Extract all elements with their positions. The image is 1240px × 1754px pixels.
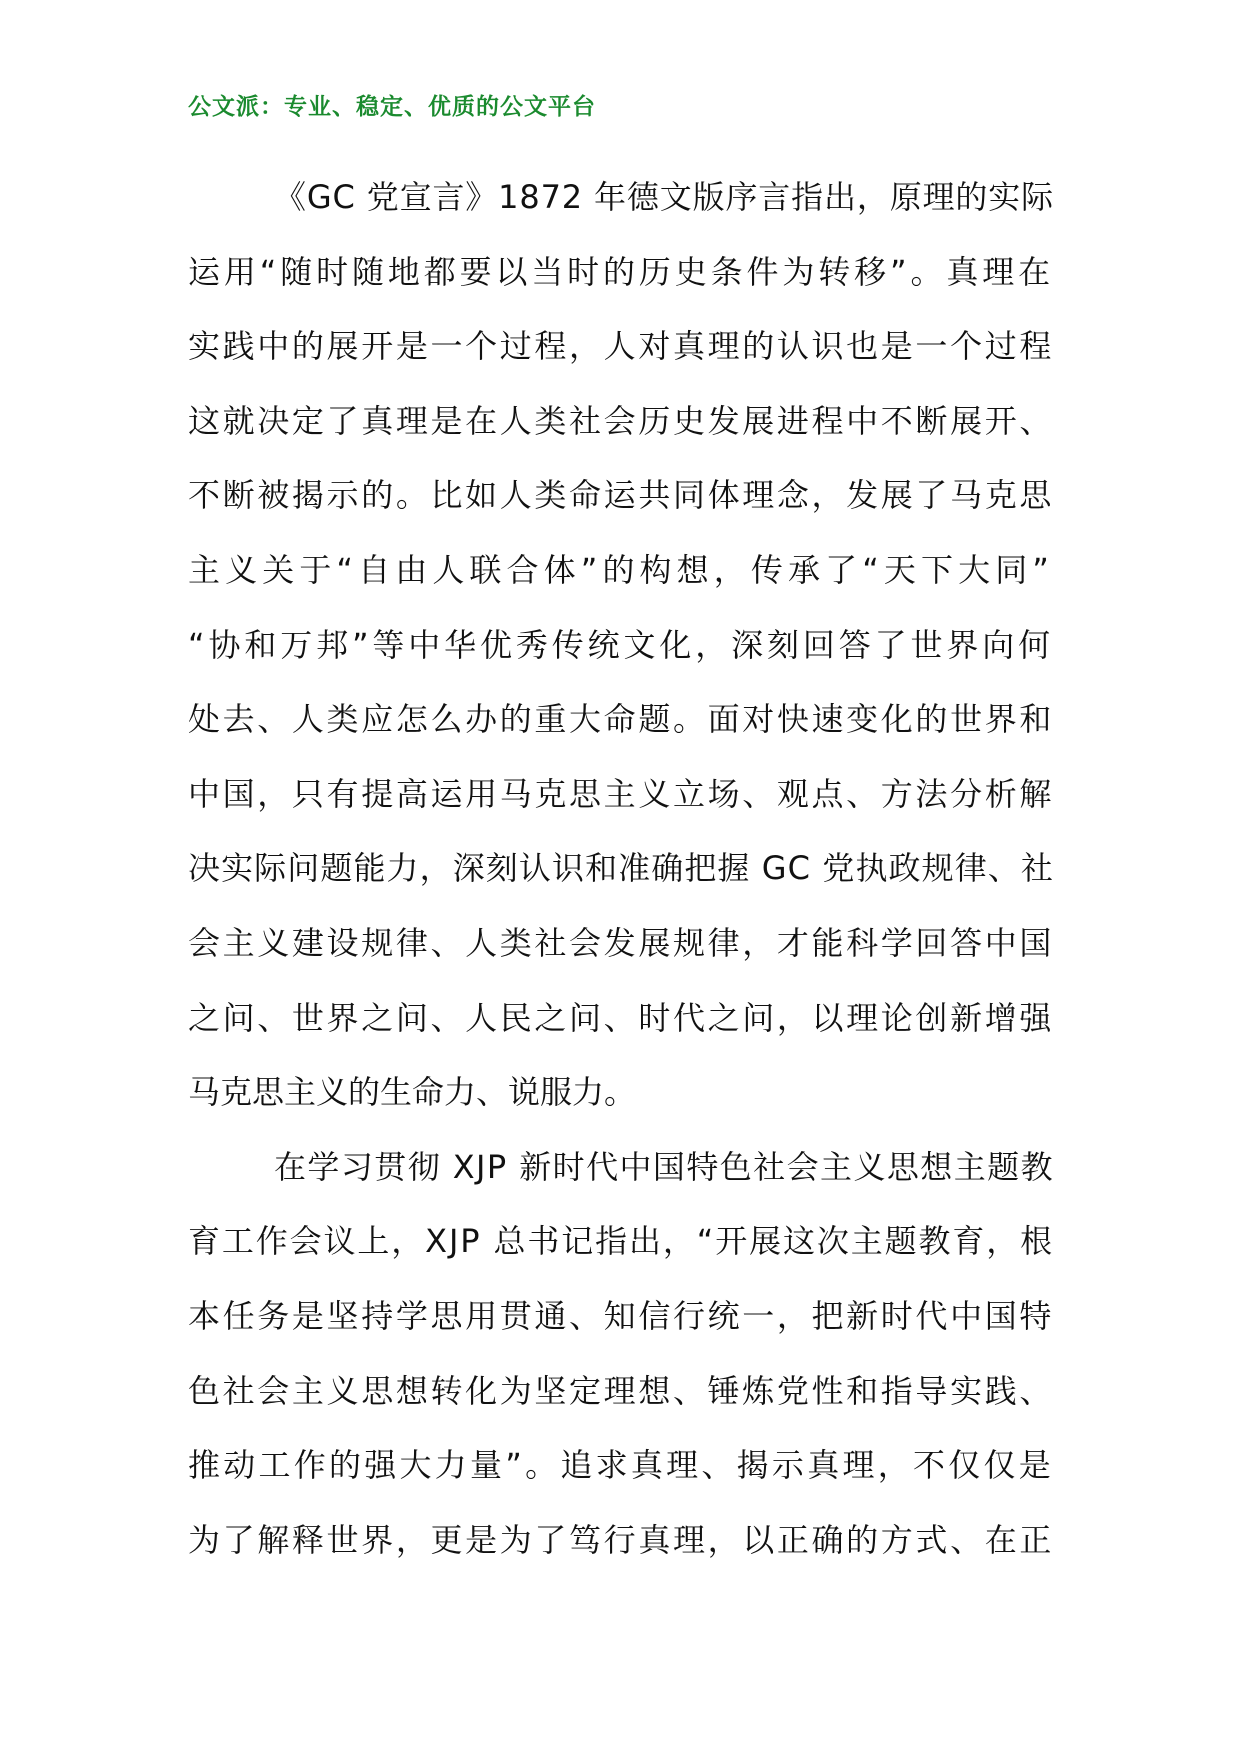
text-line: 处去、人类应怎么办的重大命题。面对快速变化的世界和 — [188, 700, 1054, 739]
text-line: 实践中的展开是一个过程，人对真理的认识也是一个过程 — [188, 327, 1054, 366]
text-line: 推动工作的强大力量”。追求真理、揭示真理，不仅仅是 — [188, 1446, 1054, 1485]
text-line: 育工作会议上，XJP 总书记指出，“开展这次主题教育，根 — [188, 1222, 1054, 1261]
text-line: 《GC 党宣言》1872 年德文版序言指出，原理的实际 — [274, 178, 1054, 216]
header-title: 公文派：专业、稳定、优质的公文平台 — [188, 94, 596, 120]
text-line: 这就决定了真理是在人类社会历史发展进程中不断展开、 — [188, 401, 1054, 440]
text-line: 决实际问题能力，深刻认识和准确把握 GC 党执政规律、社 — [188, 849, 1054, 888]
text-line: 不断被揭示的。比如人类命运共同体理念，发展了马克思 — [188, 476, 1054, 515]
text-line: 为了解释世界，更是为了笃行真理，以正确的方式、在正 — [188, 1520, 1054, 1559]
text-line: 主义关于“自由人联合体”的构想，传承了“天下大同” — [188, 550, 1054, 589]
text-line: “协和万邦”等中华优秀传统文化，深刻回答了世界向何 — [188, 625, 1054, 664]
text-line: 色社会主义思想转化为坚定理想、锤炼党性和指导实践、 — [188, 1371, 1054, 1410]
text-line: 中国，只有提高运用马克思主义立场、观点、方法分析解 — [188, 774, 1054, 813]
text-line: 在学习贯彻 XJP 新时代中国特色社会主义思想主题教 — [274, 1147, 1054, 1186]
text-line: 本任务是坚持学思用贯通、知信行统一，把新时代中国特 — [188, 1296, 1054, 1335]
text-line: 会主义建设规律、人类社会发展规律，才能科学回答中国 — [188, 923, 1054, 962]
text-line: 运用“随时随地都要以当时的历史条件为转移”。真理在 — [188, 252, 1054, 291]
paragraph-1 — [188, 160, 1054, 1130]
text-line: 马克思主义的生命力、说服力。 — [188, 1073, 637, 1112]
paragraph-2 — [188, 1130, 1054, 1578]
text-line: 之问、世界之问、人民之问、时代之问，以理论创新增强 — [188, 998, 1054, 1037]
document-body — [188, 160, 1054, 1577]
